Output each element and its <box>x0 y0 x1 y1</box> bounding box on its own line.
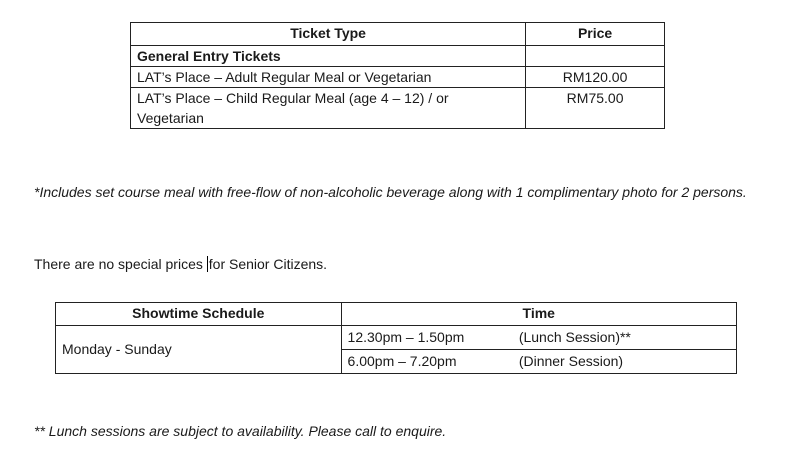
ticket-type-child-line2: Vegetarian <box>137 110 204 126</box>
ticket-type-adult: LAT’s Place – Adult Regular Meal or Vegetarian <box>131 67 526 88</box>
empty-price-cell <box>526 46 665 67</box>
price-child: RM75.00 <box>526 88 665 129</box>
general-entry-section-label: General Entry Tickets <box>131 46 526 67</box>
ticket-table-header-row <box>131 23 665 46</box>
meal-inclusion-note: *Includes set course meal with free-flow of non-alcoholic beverage along with 1 complimentary photo for 2 persons. <box>34 184 747 200</box>
ticket-type-header: Ticket Type <box>131 23 526 46</box>
table-row <box>131 88 665 129</box>
lunch-time: 12.30pm – 1.50pm <box>341 326 515 350</box>
dinner-time: 6.00pm – 7.20pm <box>341 350 515 374</box>
ticket-price-table <box>130 22 665 129</box>
senior-note-text-end: for Senior Citizens. <box>208 256 328 272</box>
senior-citizen-note <box>34 253 327 276</box>
dinner-session-label: (Dinner Session) <box>515 350 737 374</box>
showtime-schedule-table <box>55 302 737 374</box>
text-cursor <box>207 256 208 272</box>
lunch-availability-note: ** Lunch sessions are subject to availability. Please call to enquire. <box>34 423 447 439</box>
showtime-schedule-header: Showtime Schedule <box>56 303 342 326</box>
showtime-table-header-row <box>56 303 737 326</box>
time-header: Time <box>341 303 736 326</box>
table-row <box>131 67 665 88</box>
schedule-days: Monday - Sunday <box>56 326 342 374</box>
table-row <box>56 326 737 350</box>
ticket-section-row <box>131 46 665 67</box>
senior-note-text-start: There are no special prices <box>34 256 207 272</box>
ticket-type-child-line1: LAT’s Place – Child Regular Meal (age 4 – 12) / or <box>137 90 449 106</box>
ticket-type-child <box>131 88 526 129</box>
price-adult: RM120.00 <box>526 67 665 88</box>
lunch-session-label: (Lunch Session)** <box>515 326 737 350</box>
price-header: Price <box>526 23 665 46</box>
